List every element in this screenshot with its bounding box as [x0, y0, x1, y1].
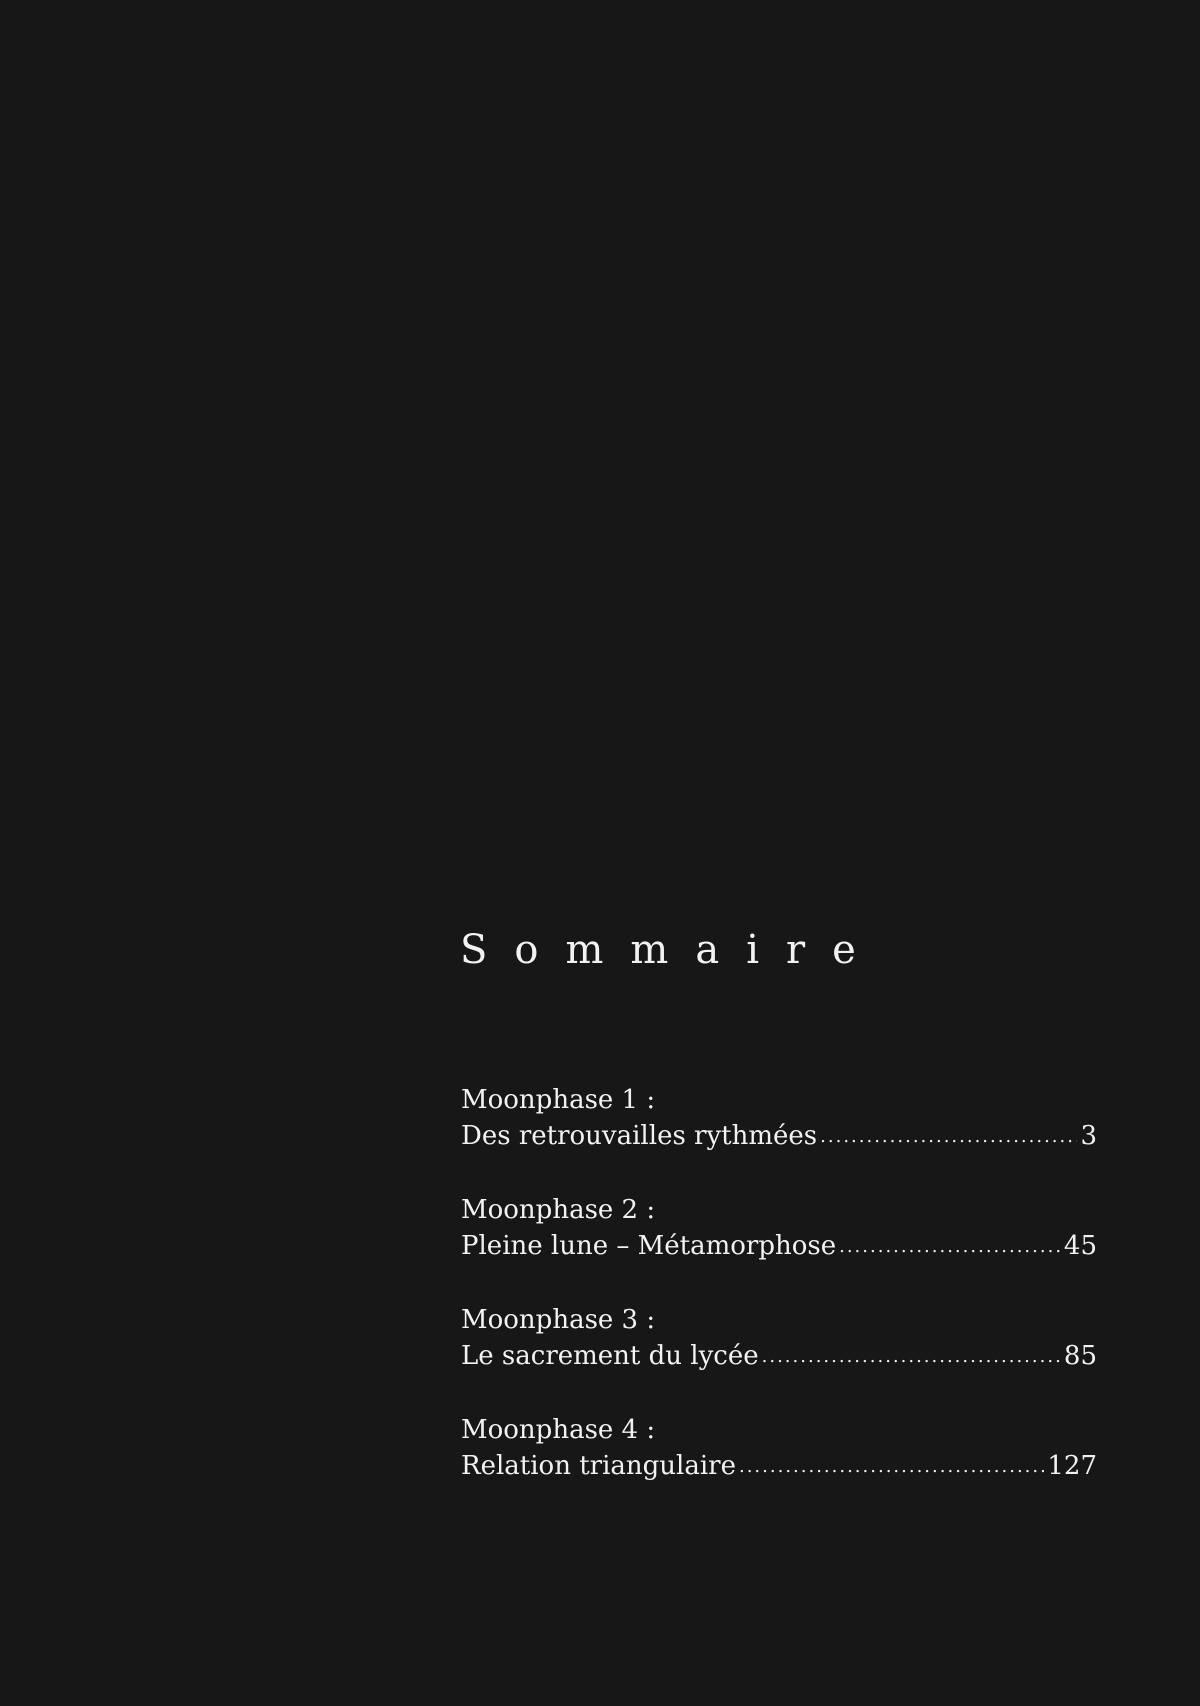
page-number: 85: [1063, 1341, 1097, 1371]
chapter-name: Relation triangulaire: [461, 1451, 736, 1481]
toc-title: Sommaire: [460, 927, 883, 973]
page-number: 45: [1063, 1231, 1097, 1261]
chapter-label: Moonphase 3 :: [461, 1305, 656, 1335]
dot-leader: [839, 1229, 1061, 1265]
page-number: 127: [1047, 1451, 1097, 1481]
table-of-contents: [461, 1082, 1097, 1522]
chapter-line: [461, 1118, 1097, 1157]
chapter-line: [461, 1228, 1097, 1267]
chapter-label: Moonphase 1 :: [461, 1085, 656, 1115]
chapter-label: Moonphase 4 :: [461, 1415, 656, 1445]
chapter-line: [461, 1338, 1097, 1377]
toc-entry-1: [461, 1082, 1097, 1157]
chapter-label: Moonphase 2 :: [461, 1195, 656, 1225]
chapter-name: Le sacrement du lycée: [461, 1341, 759, 1371]
chapter-name: Des retrouvailles rythmées: [461, 1121, 818, 1151]
toc-entry-2: [461, 1192, 1097, 1267]
chapter-line: [461, 1448, 1097, 1487]
dot-leader: [762, 1339, 1061, 1375]
chapter-name: Pleine lune – Métamorphose: [461, 1231, 837, 1261]
toc-entry-4: [461, 1412, 1097, 1487]
page-number: 3: [1080, 1121, 1097, 1151]
toc-entry-3: [461, 1302, 1097, 1377]
dot-leader: [820, 1119, 1077, 1155]
dot-leader: [739, 1449, 1044, 1485]
